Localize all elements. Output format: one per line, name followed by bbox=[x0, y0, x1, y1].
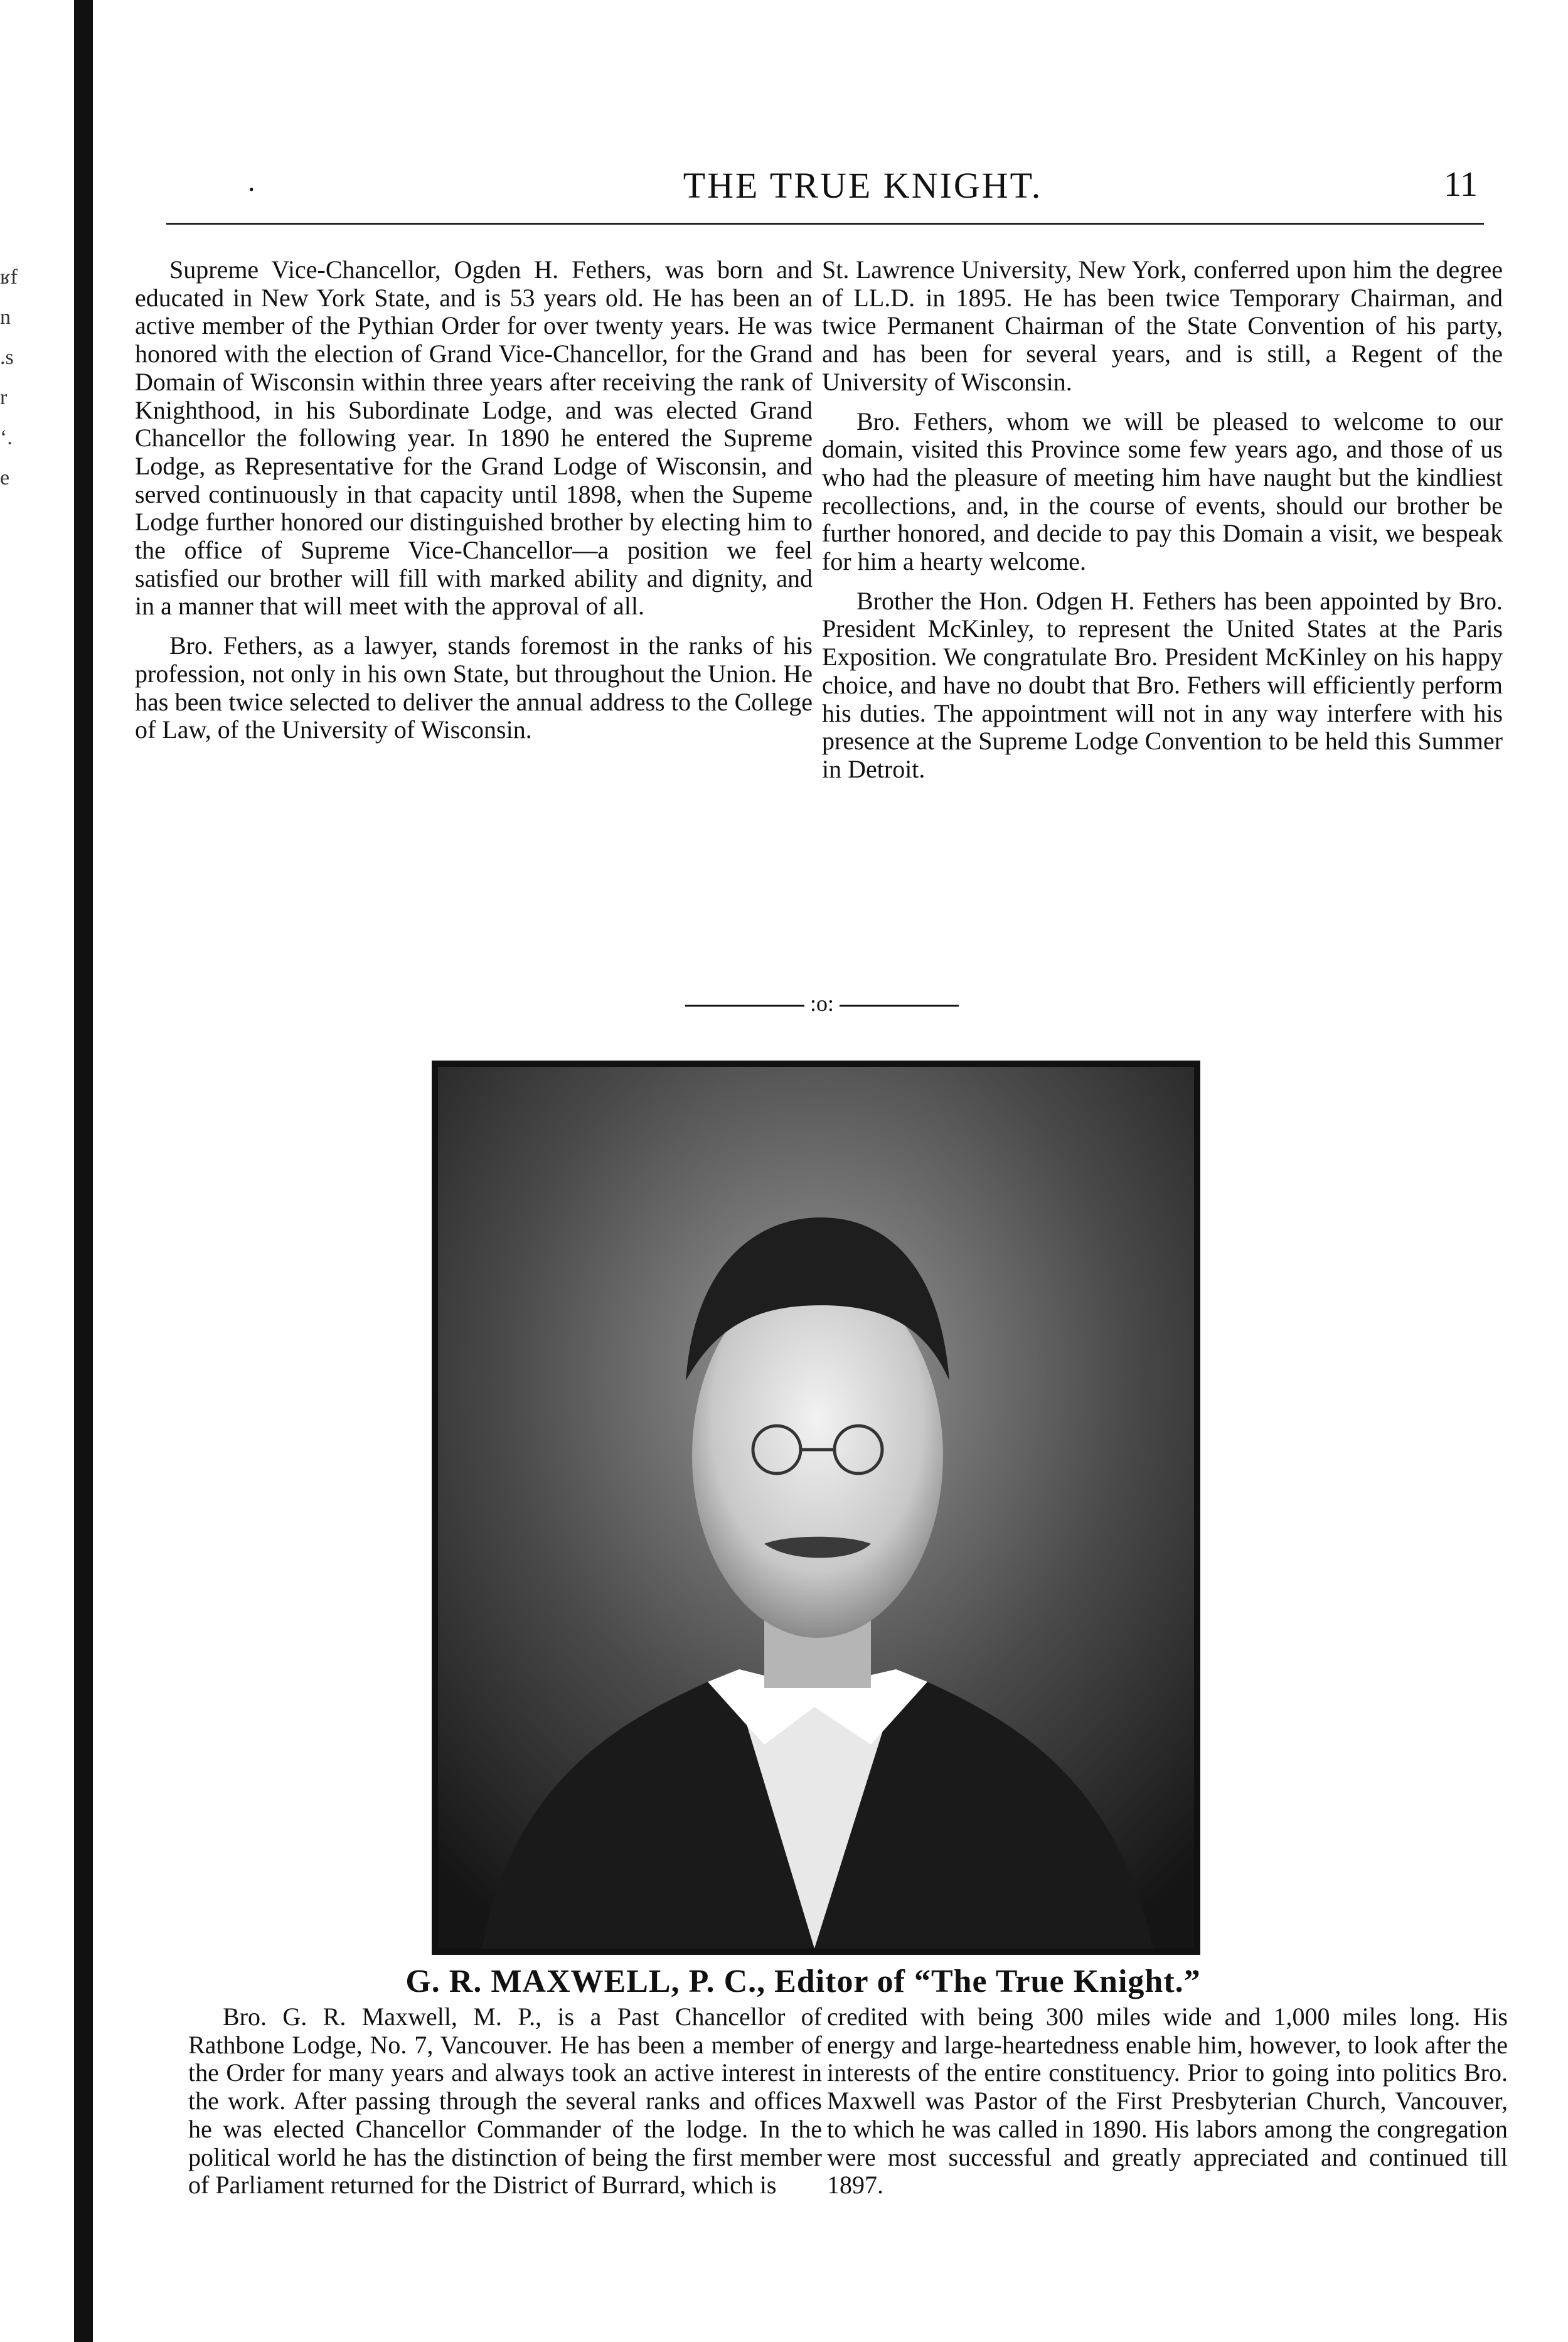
page-header bbox=[248, 164, 1478, 208]
margin-fragment: n bbox=[0, 306, 11, 329]
paragraph: St. Lawrence University, New York, conferred upon him the degree of LL.D. in 1895. He has been twice Temporary Chairman, and twice Permanent Chairman of the State Convention of his party, and has been for several years, and is still, a Regent of the University of Wisconsin. bbox=[822, 255, 1503, 396]
paragraph: Brother the Hon. Odgen H. Fethers has been appointed by Bro. President McKinley, to represent the United States at the Paris Exposition. We congratulate Bro. President McKinley on his happy choice, and have no doubt that Bro. Fethers will efficiently perform his duties. The appointment will not in any way interfere with his presence at the Supreme Lodge Convention to be held this Summer in Detroit. bbox=[822, 586, 1503, 783]
paragraph: Bro. G. R. Maxwell, M. P., is a Past Chancellor of Rathbone Lodge, No. 7, Vancouver. He has been a member of the Order for many years and always took an active interest in the work. After passing through the several ranks and offices he was elected Chancellor Commander of the lodge. In the political world he has the distinction of being the first member of Parliament returned for the District of Burrard, which is bbox=[188, 2002, 822, 2200]
section-separator bbox=[678, 990, 966, 1017]
portrait-photo bbox=[432, 1061, 1200, 1955]
portrait-image bbox=[438, 1067, 1194, 1949]
margin-fragment: ʁf bbox=[0, 265, 18, 289]
right-column-bottom bbox=[827, 2003, 1508, 2200]
binding-edge bbox=[74, 0, 93, 2342]
running-title: THE TRUE KNIGHT. bbox=[683, 165, 1043, 206]
paragraph: Supreme Vice-Chancellor, Ogden H. Fethers, was born and educated in New York State, and is 53 years old. He has been an active member of the Pythian Order for over twenty years. He was honored with the election of Grand Vice-Chancellor, for the Grand Domain of Wisconsin within three years after receiving the rank of Knighthood, in his Subordinate Lodge, and was elected Grand Chancellor the following year. In 1890 he entered the Supreme Lodge, as Representative for the Grand Lodge of Wisconsin, and served continuously in that capacity until 1898, when the Supeme Lodge further honored our distinguished brother by electing him to the office of Supreme Vice-Chancellor—a position we feel satisfied our brother will fill with marked ability and dignity, and in a manner that will meet with the approval of all. bbox=[135, 255, 813, 621]
margin-fragment: r bbox=[0, 386, 8, 409]
header-rule bbox=[166, 223, 1484, 225]
header-dot: . bbox=[248, 165, 255, 197]
margin-fragment: .s bbox=[0, 346, 14, 369]
right-column-top bbox=[822, 256, 1503, 784]
margin-fragment: e bbox=[0, 466, 10, 489]
margin-fragment: ‘. bbox=[0, 426, 13, 449]
separator-line bbox=[840, 1005, 959, 1007]
separator-line bbox=[685, 1005, 804, 1007]
portrait-caption: G. R. MAXWELL, P. C., Editor of “The True Knight.” bbox=[405, 1964, 1201, 1999]
margin-fragments bbox=[0, 257, 38, 498]
separator-mark: :o: bbox=[809, 991, 834, 1016]
paragraph: Bro. Fethers, as a lawyer, stands foremost in the ranks of his profession, not only in his own State, but throughout the Union. He has been twice selected to deliver the annual address to the College of Law, of the University of Wisconsin. bbox=[135, 631, 813, 744]
paragraph: Bro. Fethers, whom we will be pleased to welcome to our domain, visited this Province some few years ago, and those of us who had the pleasure of meeting him have naught but the kindliest recollections, and, in the course of events, should our brother be further honored, and decide to pay this Domain a visit, we bespeak for him a hearty welcome. bbox=[822, 407, 1503, 576]
page-number: 11 bbox=[1444, 165, 1478, 204]
left-column-bottom bbox=[188, 2003, 822, 2200]
left-column-top bbox=[135, 256, 813, 744]
paragraph: credited with being 300 miles wide and 1,000 miles long. His energy and large-heartedness enable him, however, to look after the interests of the entire constituency. Prior to going into politics Bro. Maxwell was Pastor of the First Presbyterian Church, Vancouver, to which he was called in 1890. His labors among the congregation were most successful and greatly appreciated and continued till 1897. bbox=[827, 2002, 1508, 2200]
